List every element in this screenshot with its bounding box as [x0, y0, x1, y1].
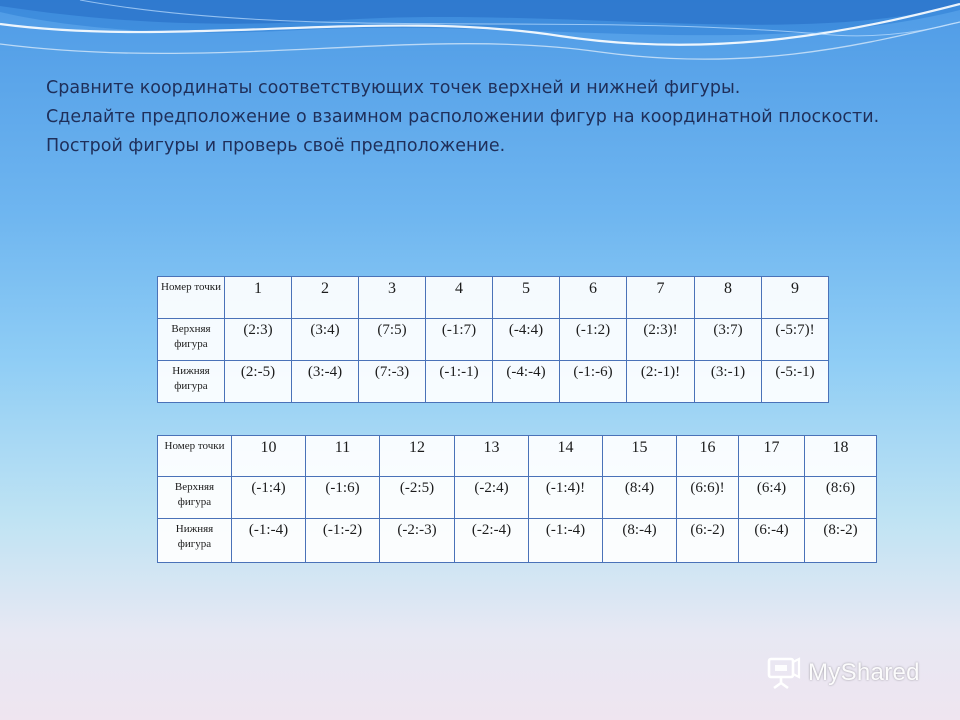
row-label-lower: Нижняя фигура [158, 361, 225, 403]
upper-coordinate: (2:3)! [627, 319, 695, 361]
point-number: 3 [359, 277, 426, 319]
lower-coordinate: (6:-4) [739, 519, 805, 563]
upper-coordinate: (-1:4)! [529, 477, 603, 519]
upper-coordinate: (3:7) [695, 319, 762, 361]
upper-coordinate: (-1:7) [426, 319, 493, 361]
lower-coordinate: (-1:-1) [426, 361, 493, 403]
myshared-logo[interactable] [766, 656, 920, 690]
upper-coordinate: (-2:4) [455, 477, 529, 519]
lower-coordinate: (8:-2) [805, 519, 877, 563]
task-instructions [46, 74, 906, 161]
lower-coordinate: (-2:-3) [380, 519, 455, 563]
lower-coordinate: (3:-1) [695, 361, 762, 403]
upper-coordinate: (-5:7)! [762, 319, 829, 361]
lower-coordinate: (-1:-6) [560, 361, 627, 403]
row-label-number: Номер точки [158, 436, 232, 477]
point-number: 7 [627, 277, 695, 319]
point-number: 5 [493, 277, 560, 319]
point-number: 15 [603, 436, 677, 477]
point-number: 1 [225, 277, 292, 319]
logo-text: MyShared [808, 659, 920, 686]
upper-coordinate: (-2:5) [380, 477, 455, 519]
table-row [158, 436, 877, 477]
point-number: 16 [677, 436, 739, 477]
table-row [158, 319, 829, 361]
lower-coordinate: (-1:-2) [306, 519, 380, 563]
point-number: 12 [380, 436, 455, 477]
lower-coordinate: (-1:-4) [529, 519, 603, 563]
upper-coordinate: (6:6)! [677, 477, 739, 519]
row-label-number: Номер точки [158, 277, 225, 319]
upper-coordinate: (2:3) [225, 319, 292, 361]
lower-coordinate: (2:-1)! [627, 361, 695, 403]
lower-coordinate: (-1:-4) [232, 519, 306, 563]
upper-coordinate: (-1:2) [560, 319, 627, 361]
point-number: 2 [292, 277, 359, 319]
point-number: 17 [739, 436, 805, 477]
table-row [158, 361, 829, 403]
upper-coordinate: (-4:4) [493, 319, 560, 361]
point-number: 6 [560, 277, 627, 319]
upper-coordinate: (-1:6) [306, 477, 380, 519]
lower-coordinate: (-4:-4) [493, 361, 560, 403]
projector-screen-icon [766, 656, 802, 690]
upper-coordinate: (-1:4) [232, 477, 306, 519]
point-number: 4 [426, 277, 493, 319]
upper-coordinate: (6:4) [739, 477, 805, 519]
instruction-line-1: Сравните координаты соответствующих точек верхней и нижней фигуры. [46, 78, 741, 98]
point-number: 9 [762, 277, 829, 319]
lower-coordinate: (-2:-4) [455, 519, 529, 563]
point-number: 13 [455, 436, 529, 477]
point-number: 11 [306, 436, 380, 477]
point-number: 10 [232, 436, 306, 477]
table-row [158, 519, 877, 563]
upper-coordinate: (8:6) [805, 477, 877, 519]
upper-coordinate: (7:5) [359, 319, 426, 361]
point-number: 18 [805, 436, 877, 477]
lower-coordinate: (-5:-1) [762, 361, 829, 403]
lower-coordinate: (6:-2) [677, 519, 739, 563]
table-row [158, 277, 829, 319]
upper-coordinate: (8:4) [603, 477, 677, 519]
lower-coordinate: (3:-4) [292, 361, 359, 403]
point-number: 8 [695, 277, 762, 319]
instruction-line-3: Построй фигуры и проверь своё предположение. [46, 136, 506, 156]
row-label-lower: Нижняя фигура [158, 519, 232, 563]
upper-coordinate: (3:4) [292, 319, 359, 361]
instruction-line-2: Сделайте предположение о взаимном расположении фигур на координатной плоскости. [46, 107, 880, 127]
point-number: 14 [529, 436, 603, 477]
lower-coordinate: (8:-4) [603, 519, 677, 563]
lower-coordinate: (2:-5) [225, 361, 292, 403]
row-label-upper: Верхняя фигура [158, 319, 225, 361]
coordinates-table-2 [157, 435, 877, 563]
table-row [158, 477, 877, 519]
coordinates-table-1 [157, 276, 829, 403]
lower-coordinate: (7:-3) [359, 361, 426, 403]
row-label-upper: Верхняя фигура [158, 477, 232, 519]
